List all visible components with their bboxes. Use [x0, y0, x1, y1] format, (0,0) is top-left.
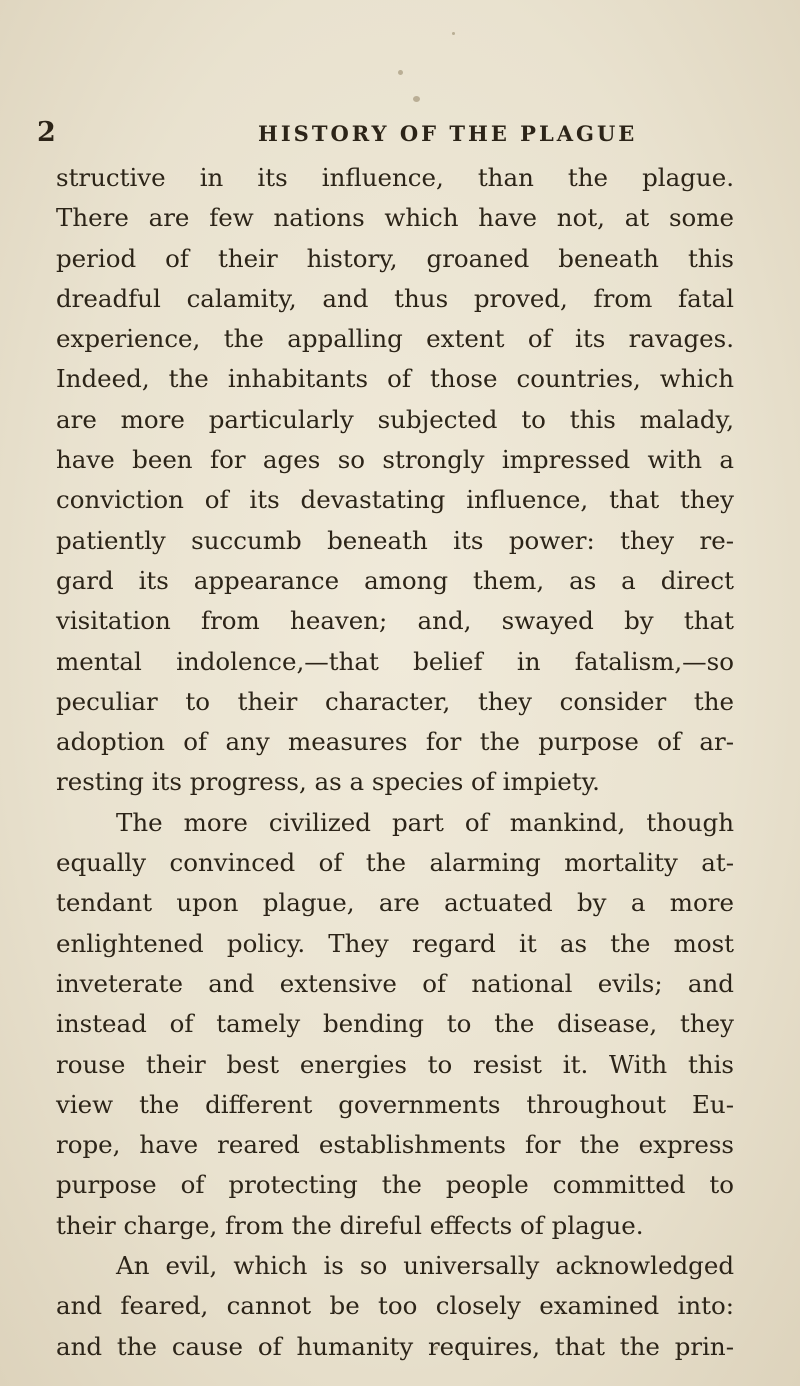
paragraph-start-line: The more civilized part of mankind, though — [116, 807, 734, 837]
text-line: Indeed, the inhabitants of those countries, which — [56, 364, 734, 394]
text-line: purpose of protecting the people committed to — [56, 1170, 734, 1200]
text-line: period of their history, groaned beneath this — [56, 243, 734, 273]
text-line: view the different governments throughout Eu- — [56, 1089, 734, 1119]
text-line: equally convinced of the alarming mortality at- — [56, 848, 734, 878]
text-line: gard its appearance among them, as a direct — [56, 565, 734, 595]
paragraph-start-line: An evil, which is so universally acknowledged — [116, 1251, 734, 1281]
text-line: There are few nations which have not, at some — [56, 203, 734, 233]
text-line: structive in its influence, than the plague. — [56, 163, 734, 192]
text-line: enlightened policy. They regard it as the most — [56, 928, 734, 958]
running-title: HISTORY OF THE PLAGUE — [258, 121, 638, 146]
page-number: 2 — [37, 117, 56, 148]
text-line: are more particularly subjected to this malady, — [56, 404, 734, 434]
paper-speck — [398, 70, 403, 75]
text-line: rope, have reared establishments for the express — [56, 1130, 734, 1160]
text-line: peculiar to their character, they consider the — [56, 686, 734, 716]
paper-speck — [452, 32, 455, 35]
paragraph-end-line: their charge, from the direful effects of plague. — [56, 1210, 644, 1240]
body-text — [56, 158, 734, 1367]
text-line: experience, the appalling extent of its ravages. — [56, 324, 734, 354]
text-line: inveterate and extensive of national evils; and — [56, 968, 734, 998]
text-line: conviction of its devastating influence, that they — [56, 485, 734, 515]
text-line: and feared, cannot be too closely examined into: — [56, 1291, 734, 1321]
text-line: mental indolence,—that belief in fatalism,—so — [56, 646, 734, 676]
text-line: patiently succumb beneath its power: they re- — [56, 525, 734, 555]
text-line: have been for ages so strongly impressed with a — [56, 445, 734, 475]
paper-speck — [413, 96, 420, 102]
text-line: instead of tamely bending to the disease, they — [56, 1009, 734, 1039]
text-line: and the cause of humanity requires, that the prin- — [56, 1331, 734, 1361]
text-line: adoption of any measures for the purpose of ar- — [56, 727, 734, 757]
text-line: dreadful calamity, and thus proved, from fatal — [56, 283, 734, 313]
text-line: visitation from heaven; and, swayed by that — [56, 606, 734, 636]
page-header — [0, 117, 800, 157]
text-line: tendant upon plague, are actuated by a more — [56, 888, 734, 918]
text-line: rouse their best energies to resist it. With this — [56, 1049, 734, 1079]
paragraph-end-line: resting its progress, as a species of impiety. — [56, 767, 600, 797]
